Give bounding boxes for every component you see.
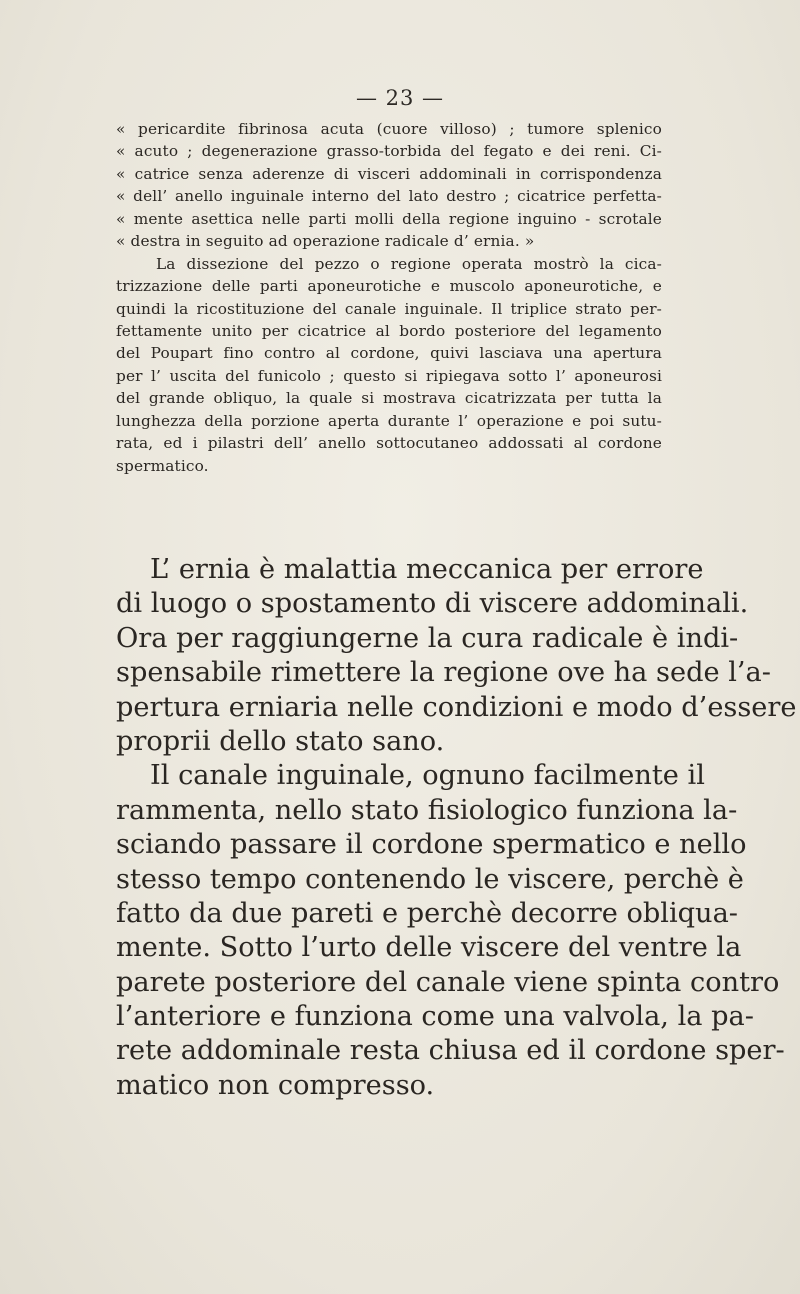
paragraph-line: mente. Sotto l’urto delle viscere del ventre la (116, 932, 742, 964)
quote-line: « pericardite fibrinosa acuta (cuore villoso) ; tumore splenico (116, 120, 662, 138)
quote-line: « mente asettica nelle parti molli della regione inguino - scrotale (116, 209, 662, 228)
paragraph-line: sciando passare il cordone spermatico e nello (116, 829, 747, 861)
paragraph-line: fettamente unito per cicatrice al bordo posteriore del legamento (116, 321, 662, 340)
quote-line: « dell’ anello inguinale interno del lato destro ; cicatrice perfetta- (116, 187, 662, 206)
small-print-section (116, 118, 662, 477)
paragraph-line: trizzazione delle parti aponeurotiche e muscolo aponeurotiche, e (116, 277, 662, 296)
paragraph-line: proprii dello stato sano. (116, 725, 445, 757)
autopsy-quote (116, 118, 662, 253)
paragraph-line: La dissezione del pezzo o regione operata mostrò la cica- (156, 254, 662, 273)
body-paragraph-1 (116, 553, 797, 759)
paragraph-line: del Poupart fino contro al cordone, quivi lasciava una apertura (116, 344, 662, 363)
paragraph-line: rete addominale resta chiusa ed il cordone sper- (116, 1035, 785, 1067)
paragraph-line: parete posteriore del canale viene spinta contro (116, 966, 780, 998)
quote-line: « acuto ; degenerazione grasso-torbida del fegato e dei reni. Ci- (116, 142, 662, 161)
paragraph-line: del grande obliquo, la quale si mostrava cicatrizzata per tutta la (116, 389, 662, 408)
paragraph-line: Ora per raggiungerne la cura radicale è indi- (116, 622, 739, 654)
large-print-section (116, 553, 797, 1103)
paragraph-line: rammenta, nello stato fisiologico funziona la- (116, 794, 738, 826)
paragraph-line: L’ ernia è malattia meccanica per errore (150, 554, 704, 585)
quote-line: « destra in seguito ad operazione radicale d’ ernia. » (116, 232, 535, 251)
paragraph-line: lunghezza della porzione aperta durante l’ operazione e poi sutu- (116, 411, 662, 430)
paragraph-line: matico non compresso. (116, 1069, 435, 1101)
paragraph-line: spermatico. (116, 456, 209, 475)
paragraph-line: rata, ed i pilastri dell’ anello sottocutaneo addossati al cordone (116, 434, 662, 453)
paragraph-line: stesso tempo contenendo le viscere, perchè è (116, 863, 744, 895)
body-paragraph-2 (116, 759, 785, 1103)
paragraph-line: l’anteriore e funziona come una valvola, la pa- (116, 1001, 754, 1033)
paragraph-line: spensabile rimettere la regione ove ha sede l’a- (116, 657, 771, 689)
quote-line: « catrice senza aderenze di visceri addominali in corrispondenza (116, 164, 662, 183)
paragraph-line: fatto da due pareti e perchè decorre obliqua- (116, 897, 738, 929)
paragraph-line: pertura erniaria nelle condizioni e modo d’essere (116, 691, 797, 723)
paragraph-line: quindi la ricostituzione del canale inguinale. Il triplice strato per- (116, 299, 662, 318)
dissection-paragraph (116, 253, 662, 477)
paragraph-line: di luogo o spostamento di viscere addominali. (116, 588, 749, 620)
paragraph-line: per l’ uscita del funicolo ; questo si ripiegava sotto l’ aponeurosi (116, 366, 662, 385)
paragraph-line: Il canale inguinale, ognuno facilmente il (150, 760, 705, 792)
page-number: — 23 — (355, 86, 445, 110)
